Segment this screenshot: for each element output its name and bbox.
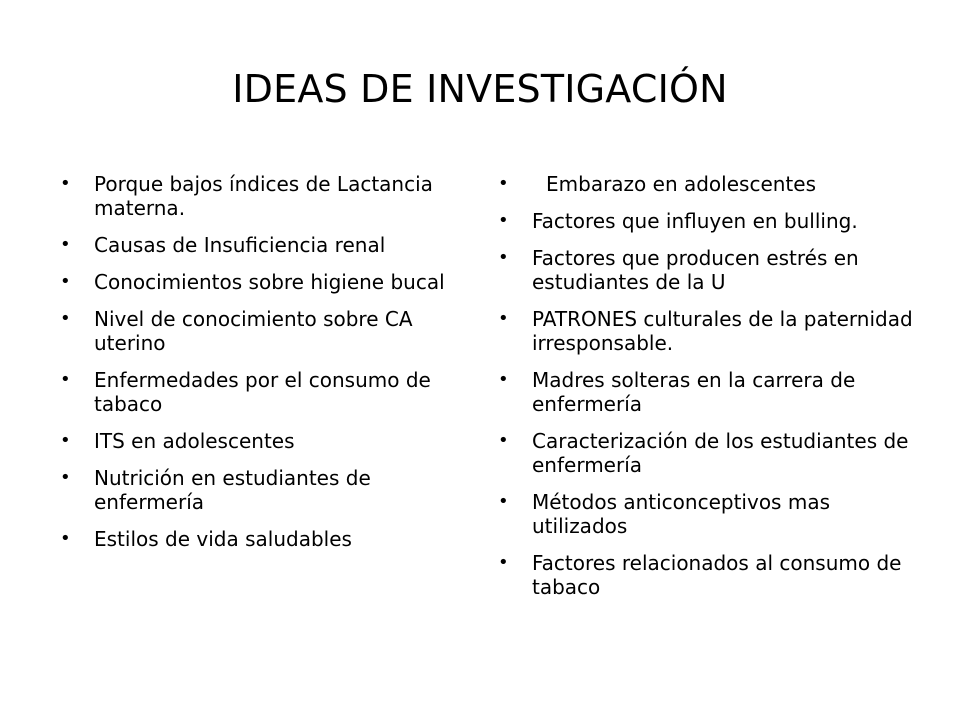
bullet-icon: • [498,491,509,512]
list-item-text: Caracterización de los estudiantes de enfermería [532,429,909,477]
bullet-icon: • [498,210,509,231]
left-bullet-list [60,172,470,564]
bullet-icon: • [498,552,509,573]
right-bullet-list [498,172,918,612]
bullet-icon: • [498,173,509,194]
bullet-icon: • [498,308,509,329]
list-item [60,429,470,453]
bullet-icon: • [60,528,71,549]
list-item-text: Nutrición en estudiantes de enfermería [94,466,371,514]
list-item-text: Factores que producen estrés en estudiantes de la U [532,246,859,294]
bullet-icon: • [60,173,71,194]
list-item [60,270,470,294]
list-item-text: Madres solteras en la carrera de enfermería [532,368,856,416]
list-item [498,209,918,233]
bullet-icon: • [60,234,71,255]
list-item [60,233,470,257]
list-item [60,466,470,514]
list-item [498,172,918,196]
list-item [498,551,918,599]
list-item-text: Métodos anticonceptivos mas utilizados [532,490,830,538]
list-item [498,368,918,416]
list-item-text: PATRONES culturales de la paternidad irresponsable. [532,307,913,355]
list-item-text: Factores que influyen en bulling. [532,209,858,233]
list-item-text: Enfermedades por el consumo de tabaco [94,368,431,416]
list-item-text: Factores relacionados al consumo de tabaco [532,551,902,599]
list-item-text: Conocimientos sobre higiene bucal [94,270,445,294]
bullet-icon: • [60,369,71,390]
bullet-icon: • [60,430,71,451]
list-item [498,307,918,355]
list-item-text: Porque bajos índices de Lactancia materna. [94,172,433,220]
bullet-icon: • [60,271,71,292]
list-item [60,172,470,220]
bullet-icon: • [498,430,509,451]
bullet-icon: • [60,467,71,488]
slide-title: IDEAS DE INVESTIGACIÓN [232,67,728,111]
list-item [60,307,470,355]
bullet-icon: • [60,308,71,329]
list-item [498,490,918,538]
list-item [60,368,470,416]
list-item-text: ITS en adolescentes [94,429,295,453]
list-item [498,429,918,477]
list-item [60,527,470,551]
list-item-text: Embarazo en adolescentes [546,172,816,196]
list-item [498,246,918,294]
list-item-text: Causas de Insuficiencia renal [94,233,386,257]
bullet-icon: • [498,247,509,268]
list-item-text: Nivel de conocimiento sobre CA uterino [94,307,413,355]
bullet-icon: • [498,369,509,390]
list-item-text: Estilos de vida saludables [94,527,352,551]
